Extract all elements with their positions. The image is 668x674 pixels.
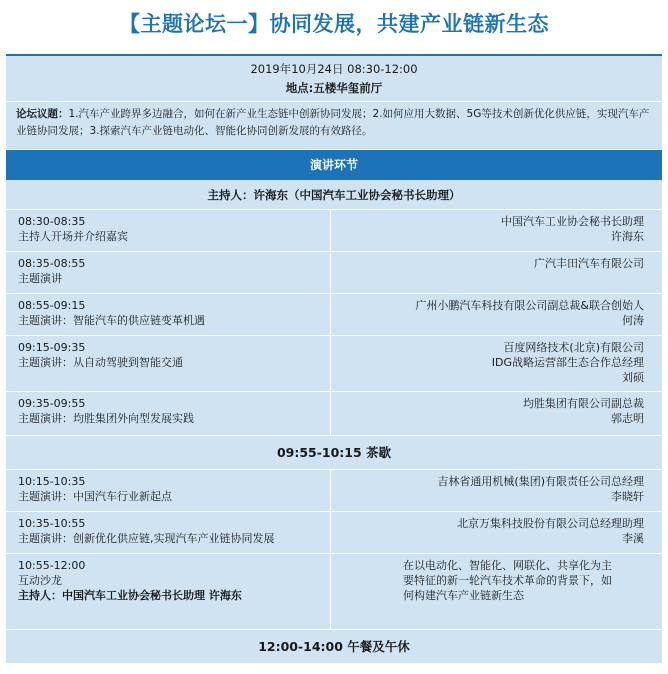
host-row: 主持人：许海东（中国汽车工业协会秘书长助理） (6, 180, 662, 210)
agenda-table (6, 54, 662, 664)
agenda-row (6, 470, 662, 512)
tea-break-row: 09:55-10:15 茶歇 (6, 436, 662, 470)
panel-desc: 互动沙龙 (18, 574, 62, 587)
panel-topic-line: 在以电动化、智能化、网联化、共享化为主 (403, 559, 612, 572)
agenda-left (6, 392, 331, 435)
agenda-right (331, 336, 662, 391)
agenda-time: 08:30-08:35 (18, 215, 86, 228)
panel-row (6, 554, 662, 630)
agenda-left (6, 294, 331, 335)
agenda-row (6, 392, 662, 436)
topics-label: 论坛议题： (16, 108, 69, 120)
panel-right (331, 554, 662, 629)
agenda-desc: 主题演讲 (18, 272, 62, 285)
agenda-block-1 (6, 210, 662, 436)
panel-host: 主持人：中国汽车工业协会秘书长助理 许海东 (18, 589, 242, 602)
agenda-time: 09:15-09:35 (18, 341, 86, 354)
title-forum-name: 主题论坛一 (140, 12, 248, 36)
page-title (0, 8, 668, 38)
speaker-affiliation: IDG战略运营部生态合作总经理 (491, 356, 644, 369)
agenda-left (6, 252, 331, 293)
speaker-affiliation: 百度网络技术(北京)有限公司 (503, 341, 644, 354)
agenda-left (6, 512, 331, 553)
title-close-bracket: 】 (248, 12, 270, 36)
agenda-block-2 (6, 470, 662, 554)
agenda-right (331, 210, 662, 251)
agenda-desc: 主题演讲：从自动驾驶到智能交通 (18, 356, 183, 369)
agenda-right (331, 252, 662, 293)
speaker-name: 李溪 (622, 532, 644, 545)
agenda-desc: 主题演讲：智能汽车的供应链变革机遇 (18, 314, 205, 327)
topics-text: 1.汽车产业跨界多边融合，如何在新产业生态链中创新协同发展；2.如何应用大数据、5G等技术创新优化供应链，实现汽车产业链协同发展；3.探索汽车产业链电动化、智能化协同创新发展的有效路径。 (16, 108, 650, 137)
agenda-left (6, 336, 331, 391)
speaker-affiliation: 广汽丰田汽车有限公司 (534, 257, 644, 270)
speaker-affiliation: 广州小鹏汽车科技有限公司副总裁&联合创始人 (415, 299, 644, 312)
speaker-name: 何涛 (622, 314, 644, 327)
agenda-row (6, 336, 662, 392)
speaker-name: 郭志明 (611, 412, 644, 425)
agenda-time: 08:35-08:55 (18, 257, 86, 270)
location: 地点:五楼华玺前厅 (285, 81, 383, 95)
agenda-time: 09:35-09:55 (18, 397, 86, 410)
agenda-row (6, 252, 662, 294)
speaker-name: 刘硕 (622, 371, 644, 384)
agenda-row (6, 512, 662, 554)
agenda-desc: 主题演讲：创新优化供应链,实现汽车产业链协同发展 (18, 532, 275, 545)
agenda-left (6, 210, 331, 251)
agenda-time: 08:55-09:15 (18, 299, 86, 312)
speaker-affiliation: 吉林省通用机械(集团)有限责任公司总经理 (437, 475, 644, 488)
speaker-name: 许海东 (611, 230, 644, 243)
panel-topic-line: 要特征的新一轮汽车技术革命的背景下，如 (403, 574, 612, 587)
meta-row (6, 56, 662, 102)
agenda-left (6, 470, 331, 511)
title-theme: 协同发展，共建产业链新生态 (269, 12, 549, 36)
title-open-bracket: 【 (119, 12, 141, 36)
agenda-row (6, 294, 662, 336)
agenda-desc: 主持人开场并介绍嘉宾 (18, 230, 128, 243)
topics-row (6, 102, 662, 150)
panel-topic-line: 何构建汽车产业链新生态 (403, 589, 524, 602)
agenda-right (331, 470, 662, 511)
section-header: 演讲环节 (6, 150, 662, 180)
agenda-time: 10:15-10:35 (18, 475, 86, 488)
speaker-affiliation: 中国汽车工业协会秘书长助理 (501, 215, 644, 228)
panel-left (6, 554, 331, 629)
speaker-affiliation: 均胜集团有限公司副总裁 (523, 397, 644, 410)
datetime: 2019年10月24日 08:30-12:00 (250, 62, 418, 76)
agenda-right (331, 392, 662, 435)
speaker-affiliation: 北京万集科技股份有限公司总经理助理 (457, 517, 644, 530)
agenda-desc: 主题演讲：均胜集团外向型发展实践 (18, 412, 194, 425)
lunch-row: 12:00-14:00 午餐及午休 (6, 630, 662, 664)
agenda-time: 10:35-10:55 (18, 517, 86, 530)
agenda-right (331, 294, 662, 335)
agenda-right (331, 512, 662, 553)
speaker-name: 李晓轩 (611, 490, 644, 503)
agenda-row (6, 210, 662, 252)
agenda-desc: 主题演讲：中国汽车行业新起点 (18, 490, 172, 503)
panel-time: 10:55-12:00 (18, 559, 86, 572)
